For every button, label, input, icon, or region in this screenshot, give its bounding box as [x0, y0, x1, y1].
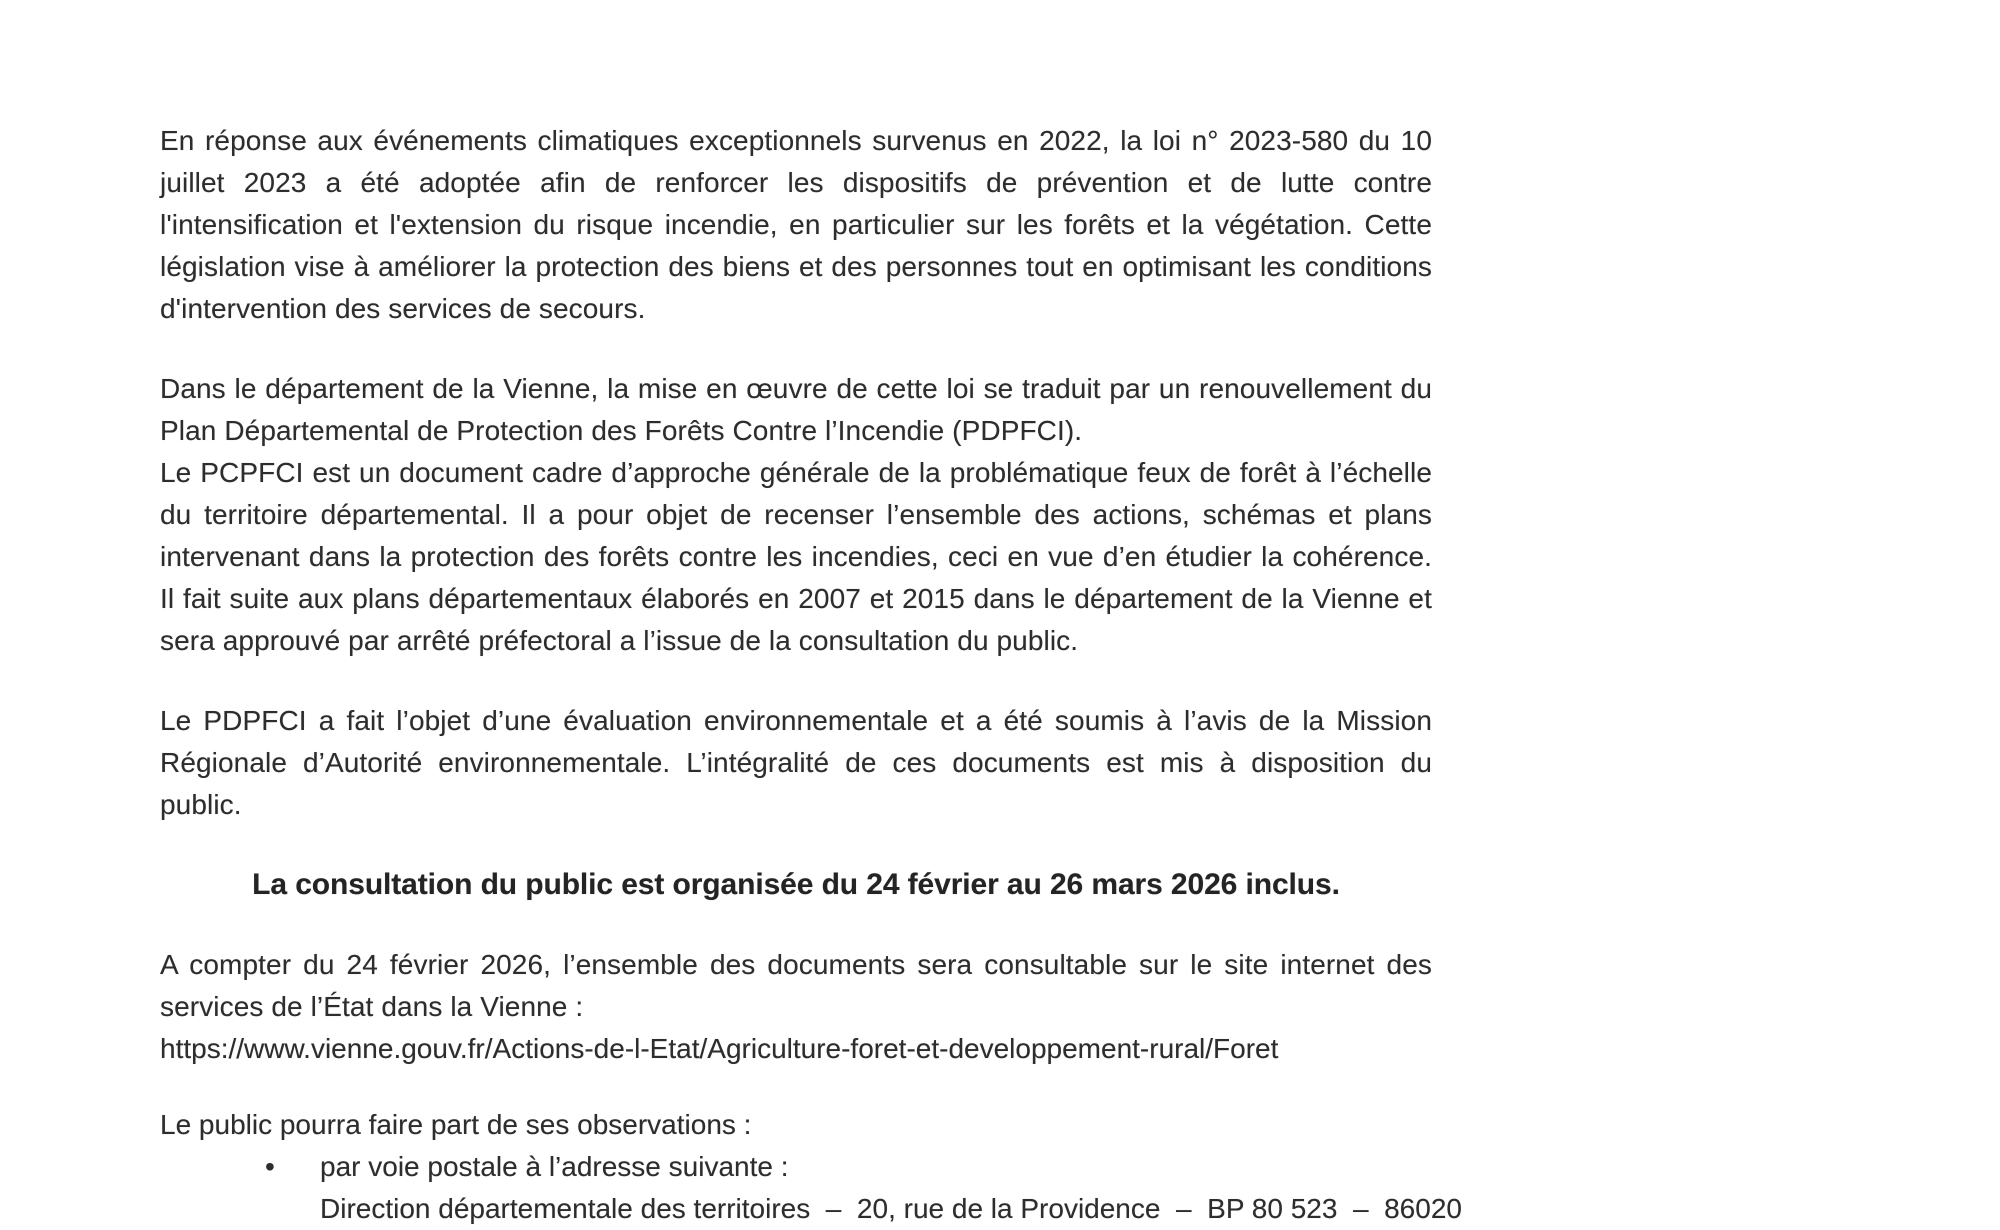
- observations-intro: Le public pourra faire part de ses observations :: [160, 1109, 752, 1140]
- bullet-icon: •: [265, 1151, 275, 1182]
- paragraph-environmental-evaluation: Le PDPFCI a fait l’objet d’une évaluation environnementale et a été soumis à l’avis de la Mission Régionale d’Autorité environnementale. L’intégralité de ces documents est mis à disposition du public.: [160, 705, 1432, 820]
- ddt-address-line-clipped: Direction départementale des territoires – 20, rue de la Providence – BP 80 523 – 86020: [320, 1193, 1462, 1224]
- bullet-item-postal: [160, 1146, 1432, 1188]
- paragraph-vienne-renewal: Dans le département de la Vienne, la mise en œuvre de cette loi se traduit par un renouvellement du Plan Départemental de Protection des Forêts Contre l’Incendie (PDPFCI).: [160, 373, 1432, 446]
- paragraph-website-info: A compter du 24 février 2026, l’ensemble des documents sera consultable sur le site internet des services de l’État dans la Vienne :: [160, 949, 1432, 1022]
- consultation-dates-heading: La consultation du public est organisée du 24 février au 26 mars 2026 inclus.: [252, 868, 1340, 901]
- bullet-postal-label: par voie postale à l’adresse suivante :: [320, 1151, 789, 1182]
- paragraph-pdpfci-role: Le PCPFCI est un document cadre d’approche générale de la problématique feux de forêt à l’échelle du territoire départemental. Il a pour objet de recenser l’ensemble des actions, schémas et plans intervenant dans la protection des forêts contre les incendies, ceci en vue d’en étudier la cohérence. Il fait suite aux plans départementaux élaborés en 2007 et 2015 dans le département de la Vienne et sera approuvé par arrêté préfectoral a l’issue de la consultation du public.: [160, 457, 1432, 656]
- text-column: [160, 120, 1462, 1230]
- paragraph-intro-law: En réponse aux événements climatiques exceptionnels survenus en 2022, la loi n° 2023-580 du 10 juillet 2023 a été adoptée afin de renforcer les dispositifs de prévention et de lutte contre l'intensification et l'extension du risque incendie, en particulier sur les forêts et la végétation. Cette législation vise à améliorer la protection des biens et des personnes tout en optimisant les conditions d'intervention des services de secours.: [160, 125, 1432, 324]
- consultation-url: https://www.vienne.gouv.fr/Actions-de-l-Etat/Agriculture-foret-et-developpement-rural/Foret: [160, 1033, 1279, 1064]
